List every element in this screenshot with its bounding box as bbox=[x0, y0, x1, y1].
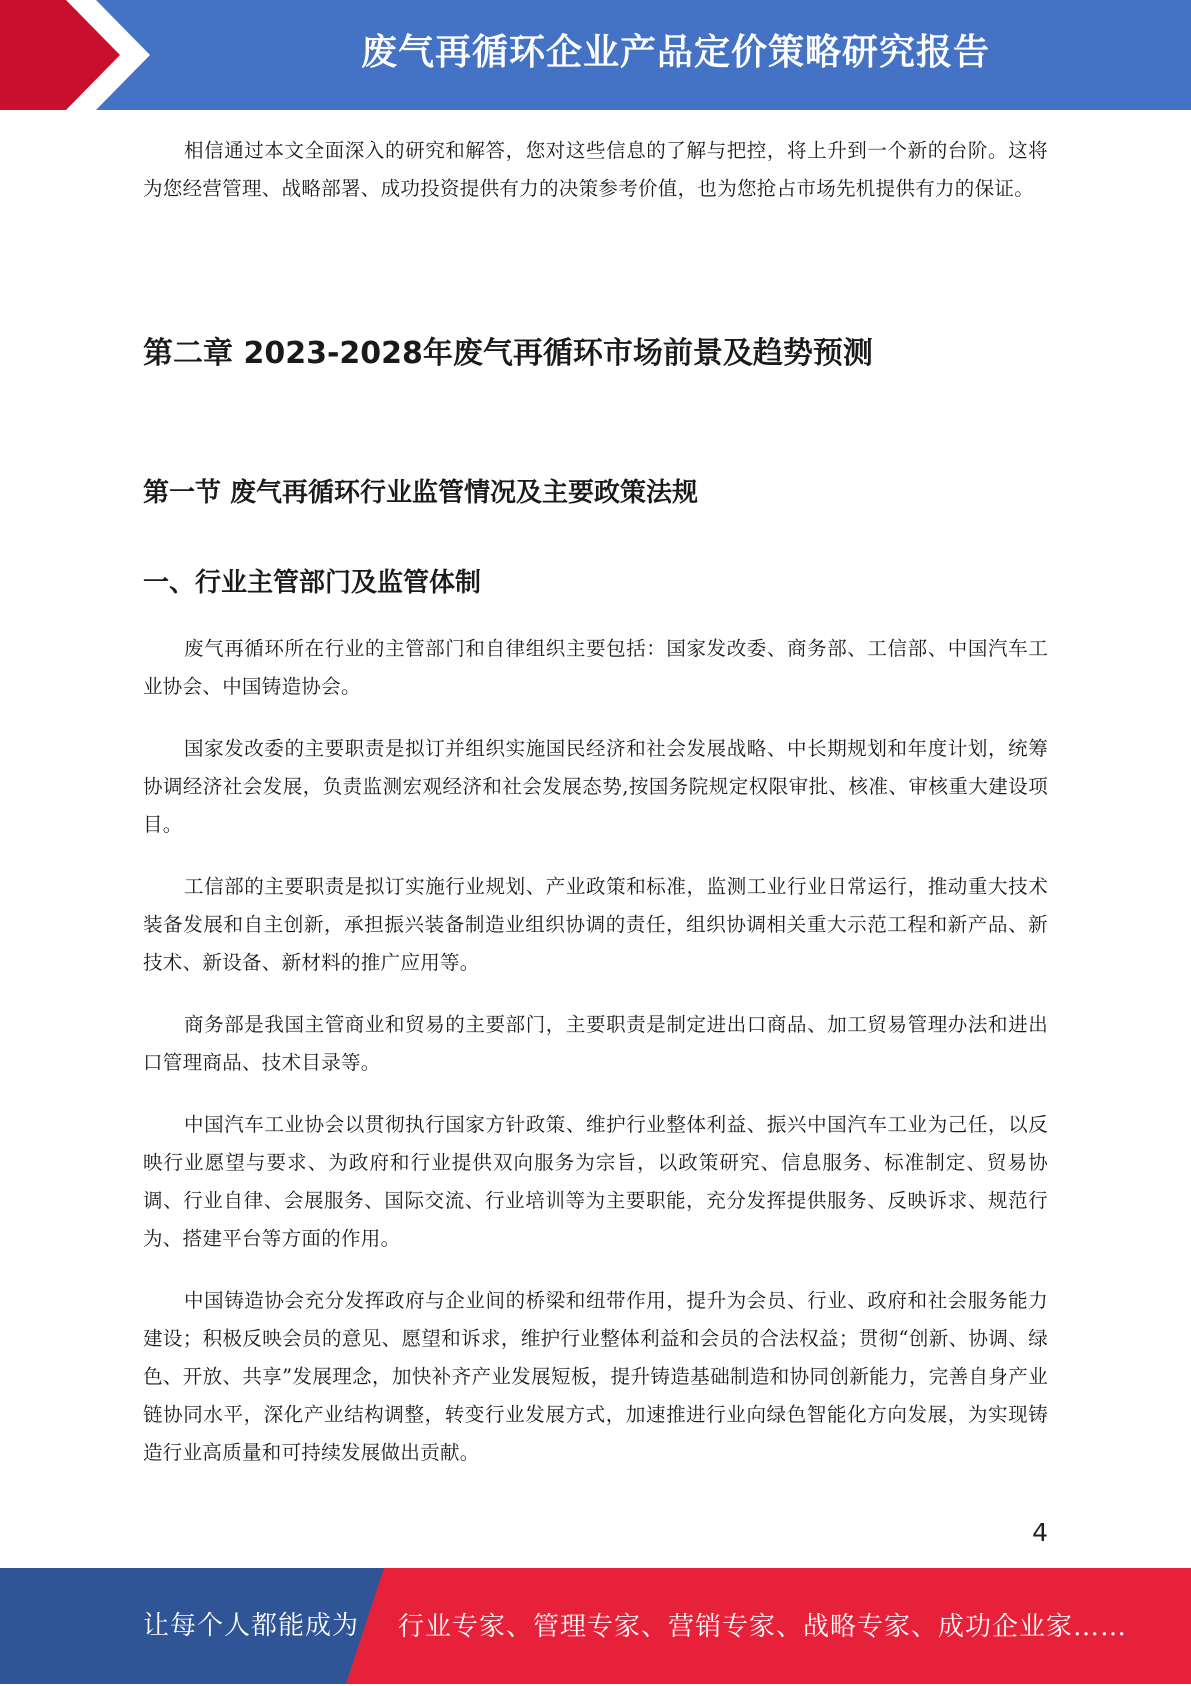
intro-paragraph: 相信通过本文全面深入的研究和解答，您对这些信息的了解与把控，将上升到一个新的台阶。这将为您经营管理、战略部署、成功投资提供有力的决策参考价值，也为您抢占市场先机提供有力的保证。 bbox=[143, 139, 1048, 200]
paragraph-ndrc: 国家发改委的主要职责是拟订并组织实施国民经济和社会发展战略、中长期规划和年度计划，统筹协调经济社会发展，负责监测宏观经济和社会发展态势,按国务院规定权限审批、核准、审核重大建设项目。 bbox=[143, 737, 1048, 836]
footer-banner bbox=[0, 1568, 1191, 1684]
body-paragraphs bbox=[143, 630, 1048, 1496]
paragraph-cfa: 中国铸造协会充分发挥政府与企业间的桥梁和纽带作用，提升为会员、行业、政府和社会服务能力建设；积极反映会员的意见、愿望和诉求，维护行业整体利益和会员的合法权益；贯彻“创新、协调、绿色、开放、共享”发展理念，加快补齐产业发展短板，提升铸造基础制造和协同创新能力，完善自身产业链协同水平，深化产业结构调整，转变行业发展方式，加速推进行业向绿色智能化方向发展，为实现铸造行业高质量和可持续发展做出贡献。 bbox=[143, 1289, 1048, 1464]
chapter-title: 第二章 2023-2028年废气再循环市场前景及趋势预测 bbox=[143, 336, 873, 371]
paragraph-mofcom: 商务部是我国主管商业和贸易的主要部门，主要职责是制定进出口商品、加工贸易管理办法和进出口管理商品、技术目录等。 bbox=[143, 1013, 1048, 1074]
paragraph-caam: 中国汽车工业协会以贯彻执行国家方针政策、维护行业整体利益、振兴中国汽车工业为己任，以反映行业愿望与要求、为政府和行业提供双向服务为宗旨，以政策研究、信息服务、标准制定、贸易协调、行业自律、会展服务、国际交流、行业培训等为主要职能，充分发挥提供服务、反映诉求、规范行为、搭建平台等方面的作用。 bbox=[143, 1113, 1048, 1250]
subsection-title: 一、行业主管部门及监管体制 bbox=[143, 568, 482, 598]
footer-slogan-right: 行业专家、管理专家、营销专家、战略专家、成功企业家…… bbox=[398, 1612, 1128, 1642]
page-number: 4 bbox=[1032, 1518, 1048, 1547]
footer-slogan-left: 让每个人都能成为 bbox=[143, 1611, 360, 1641]
chevron-arrow-icon bbox=[0, 0, 160, 110]
intro-section bbox=[143, 132, 1048, 232]
paragraph-miit: 工信部的主要职责是拟订实施行业规划、产业政策和标准，监测工业行业日常运行，推动重大技术装备发展和自主创新，承担振兴装备制造业组织协调的责任，组织协调相关重大示范工程和新产品、新技术、新设备、新材料的推广应用等。 bbox=[143, 875, 1048, 974]
header-banner bbox=[0, 0, 1191, 110]
paragraph-regulators: 废气再循环所在行业的主管部门和自律组织主要包括：国家发改委、商务部、工信部、中国汽车工业协会、中国铸造协会。 bbox=[143, 637, 1048, 698]
report-title: 废气再循环企业产品定价策略研究报告 bbox=[360, 32, 990, 73]
section-title: 第一节 废气再循环行业监管情况及主要政策法规 bbox=[143, 478, 699, 508]
